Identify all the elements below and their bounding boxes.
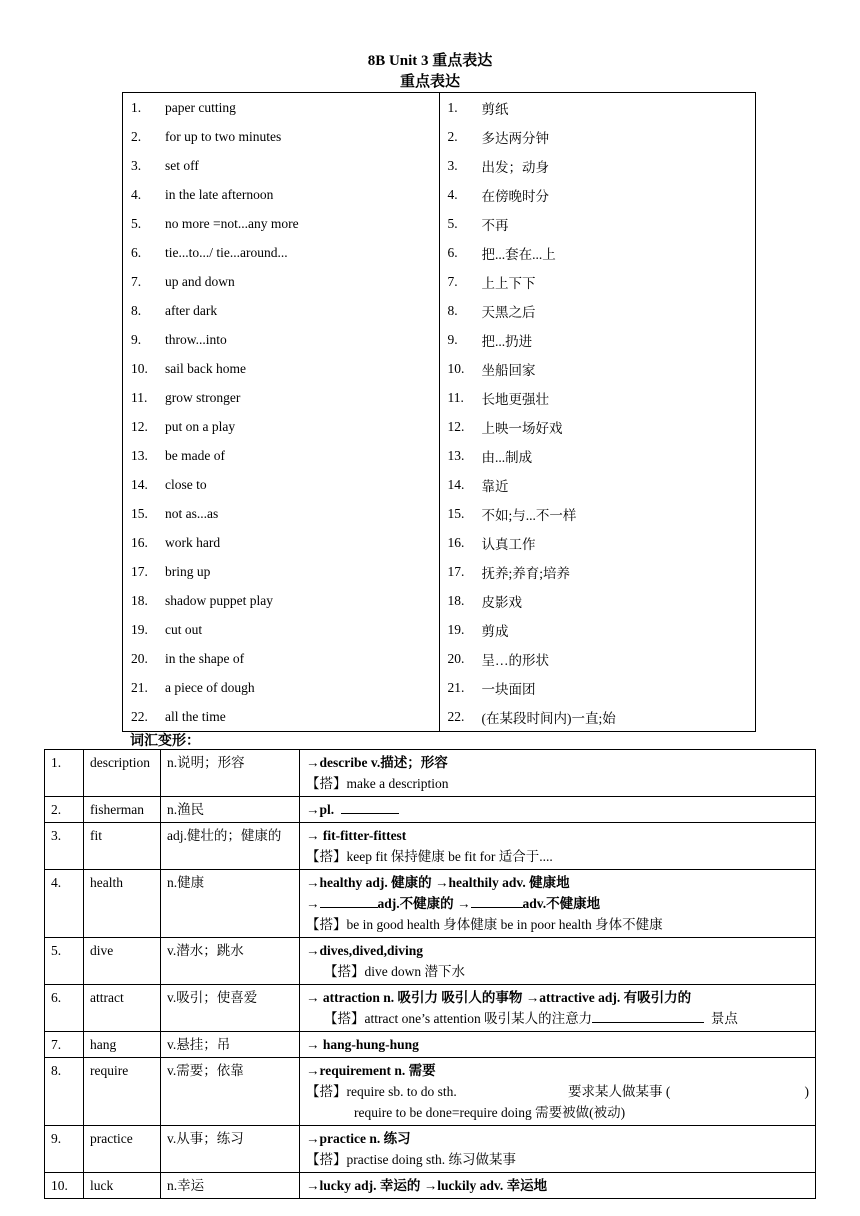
form-line: →describe v.描述；形容 [306,755,448,770]
phrase-number: 8. [131,302,142,318]
vocab-word: luck [84,1173,161,1199]
form-line: → attraction n. 吸引力 吸引人的事物 →attractive adj. 有吸引力的 [306,990,692,1005]
phrase-english [123,267,439,296]
vocab-row [45,1032,816,1058]
phrase-english [123,151,439,180]
vocab-row [45,823,816,870]
phrase-text: 抚养;养育;培养 [481,565,571,581]
phrase-text: 坐船回家 [481,362,536,378]
phrase-text: paper cutting [165,99,236,115]
phrase-text: 不再 [481,217,509,233]
phrase-text: 剪纸 [481,101,509,117]
collocation-text: ) [804,1084,809,1099]
phrase-english [123,209,439,238]
section-title: 重点表达 [399,74,460,90]
form-line: →practice n. 练习 [306,1131,411,1146]
phrase-chinese [440,412,756,441]
phrase-english [123,354,439,383]
phrase-english [123,644,439,673]
phrase-number: 14. [131,476,148,492]
phrase-text: up and down [165,273,235,289]
phrase-text: work hard [165,534,221,550]
row-number: 10. [45,1173,84,1199]
word-forms [300,938,816,985]
collocation-line: 【搭】make a description [306,776,449,791]
vocab-row [45,938,816,985]
part-of-speech: adj.健壮的；健康的 [161,823,300,870]
phrase-number: 5. [131,215,142,231]
phrase-number: 9. [131,331,142,347]
fill-blank[interactable] [471,895,523,908]
collocation-line: 【搭】be in good health 身体健康 be in poor health 身体不健康 [306,917,663,932]
phrase-text: bring up [165,563,211,579]
vocab-row [45,1126,816,1173]
phrase-table [122,92,756,732]
collocation-line: 【搭】keep fit 保持健康 be fit for 适合于.... [306,849,553,864]
phrase-english [123,412,439,441]
phrase-text: 认真工作 [481,536,536,552]
phrase-chinese [440,151,756,180]
phrase-text: tie...to.../ tie...around... [165,244,288,260]
vocab-row [45,870,816,938]
phrase-chinese [440,93,756,122]
word-forms [300,823,816,870]
phrase-number: 15. [131,505,148,521]
form-text: adj.不健康的 → [377,896,471,911]
phrase-english [123,702,439,731]
phrase-chinese [440,122,756,151]
phrase-text: 把...扔进 [481,333,533,349]
phrase-english [123,122,439,151]
part-of-speech: v.从事；练习 [161,1126,300,1173]
form-text: adv.不健康地 [522,896,601,911]
vocab-row [45,797,816,823]
phrase-english [123,557,439,586]
phrase-english [123,93,439,122]
phrase-number: 1. [131,99,142,115]
phrase-text: 由...制成 [481,449,533,465]
phrase-text: a piece of dough [165,679,255,695]
phrase-text: no more =not...any more [165,215,299,231]
form-line: → fit-fitter-fittest [306,828,407,843]
phrase-number: 2. [131,128,142,144]
vocab-row [45,750,816,797]
phrase-text: close to [165,476,207,492]
phrase-number: 19. [131,621,148,637]
phrase-chinese [440,586,756,615]
phrase-chinese [440,499,756,528]
row-number: 8. [45,1058,84,1126]
phrase-number: 15. [447,505,465,521]
phrase-text: in the shape of [165,650,245,666]
part-of-speech: n.幸运 [161,1173,300,1199]
phrase-number: 22. [131,708,148,724]
phrase-number: 21. [447,679,465,695]
word-forms [300,1032,816,1058]
phrase-number: 11. [447,389,464,405]
phrase-number: 6. [447,244,458,260]
row-number: 5. [45,938,84,985]
row-number: 6. [45,985,84,1032]
phrase-text: sail back home [165,360,246,376]
phrase-text: 多达两分钟 [481,130,549,146]
phrase-number: 12. [131,418,148,434]
phrase-number: 10. [131,360,148,376]
phrase-chinese [440,528,756,557]
phrase-number: 18. [131,592,148,608]
phrase-number: 11. [131,389,148,405]
phrase-number: 4. [447,186,458,202]
document-title: 8B Unit 3 重点表达 [367,53,493,69]
phrase-chinese [440,673,756,702]
phrase-text: grow stronger [165,389,241,405]
vocab-word: attract [84,985,161,1032]
phrase-english [123,615,439,644]
phrase-chinese [440,702,756,731]
phrase-text: not as...as [165,505,219,521]
phrase-chinese [440,354,756,383]
row-number: 9. [45,1126,84,1173]
phrase-chinese [440,180,756,209]
phrase-number: 3. [131,157,142,173]
vocab-word: practice [84,1126,161,1173]
collocation-text: 【搭】attract one’s attention 吸引某人的注意力 [324,1011,593,1026]
collocation-text: 【搭】require sb. to do sth. [306,1084,457,1099]
collocation-text: 景点 [710,1011,738,1026]
phrase-english [123,499,439,528]
phrase-text: 靠近 [481,478,509,494]
phrase-chinese [440,209,756,238]
form-line: →requirement n. 需要 [306,1063,436,1078]
part-of-speech: n.渔民 [161,797,300,823]
phrase-text: all the time [165,708,226,724]
word-forms [300,1173,816,1199]
phrase-text: 在傍晚时分 [481,188,549,204]
phrase-number: 17. [447,563,465,579]
word-forms [300,1058,816,1126]
phrase-number: 7. [447,273,458,289]
phrase-chinese [440,441,756,470]
phrase-text: (在某段时间内)一直;始 [481,710,616,726]
phrase-text: 呈…的形状 [481,652,549,668]
phrase-number: 14. [447,476,465,492]
phrase-number: 19. [447,621,465,637]
phrase-number: 17. [131,563,148,579]
phrase-text: cut out [165,621,203,637]
phrase-number: 1. [447,99,458,115]
phrase-text: 皮影戏 [481,594,522,610]
word-forms [300,985,816,1032]
vocab-word: require [84,1058,161,1126]
word-forms [300,797,816,823]
phrase-number: 18. [447,592,465,608]
part-of-speech: v.吸引；使喜爱 [161,985,300,1032]
phrase-english [123,238,439,267]
phrase-number: 20. [447,650,465,666]
phrase-text: after dark [165,302,218,318]
row-number: 7. [45,1032,84,1058]
row-number: 2. [45,797,84,823]
phrase-english [123,673,439,702]
phrase-chinese [440,557,756,586]
phrase-chinese [440,644,756,673]
vocab-word: hang [84,1032,161,1058]
form-line: →lucky adj. 幸运的 →luckily adv. 幸运地 [306,1178,548,1193]
vocab-word: description [84,750,161,797]
phrase-text: 出发；动身 [481,159,549,175]
word-forms [300,1126,816,1173]
phrase-text: 上上下下 [481,275,536,291]
phrase-text: for up to two minutes [165,128,282,144]
phrase-number: 12. [447,418,465,434]
phrase-number: 4. [131,186,142,202]
phrase-text: shadow puppet play [165,592,273,608]
vocab-row [45,1173,816,1199]
phrase-number: 20. [131,650,148,666]
fill-blank[interactable] [592,1010,704,1023]
collocation-text: 要求某人做某事 ( [568,1084,671,1099]
phrase-number: 13. [131,447,148,463]
phrase-english [123,528,439,557]
vocab-word: health [84,870,161,938]
phrase-number: 9. [447,331,458,347]
fill-blank[interactable] [341,801,399,814]
phrase-number: 16. [447,534,465,550]
phrase-text: in the late afternoon [165,186,274,202]
phrase-text: throw...into [165,331,227,347]
form-line: →healthy adj. 健康的 →healthily adv. 健康地 [306,875,570,890]
form-line: →pl. [306,802,335,817]
vocab-word: dive [84,938,161,985]
word-forms [300,870,816,938]
phrase-number: 16. [131,534,148,550]
row-number: 4. [45,870,84,938]
vocab-word: fit [84,823,161,870]
form-line: →dives,dived,diving [306,943,424,958]
form-line: → hang-hung-hung [306,1037,419,1052]
phrase-number: 2. [447,128,458,144]
phrase-number: 22. [447,708,465,724]
vocab-section-label: 词汇变形： [130,734,200,749]
collocation-line: 【搭】dive down 潜下水 [324,964,465,979]
vocab-word: fisherman [84,797,161,823]
phrase-english [123,441,439,470]
phrase-number: 7. [131,273,142,289]
phrase-text: put on a play [165,418,236,434]
phrase-text: 剪成 [481,623,509,639]
phrase-text: 天黑之后 [481,304,536,320]
phrase-number: 13. [447,447,465,463]
phrase-chinese [440,383,756,412]
part-of-speech: n.说明；形容 [161,750,300,797]
phrase-text: be made of [165,447,225,463]
part-of-speech: v.悬挂；吊 [161,1032,300,1058]
phrase-english [123,586,439,615]
english-column [123,93,440,732]
phrase-english [123,325,439,354]
row-number: 1. [45,750,84,797]
phrase-number: 6. [131,244,142,260]
phrase-text: 不如;与...不一样 [481,507,577,523]
collocation-line: 【搭】practise doing sth. 练习做某事 [306,1152,516,1167]
phrase-text: 一块面团 [481,681,536,697]
phrase-text: 把...套在...上 [481,246,556,262]
vocab-table [44,749,816,1199]
phrase-chinese [440,296,756,325]
word-forms [300,750,816,797]
phrase-english [123,296,439,325]
phrase-number: 10. [447,360,465,376]
collocation-line: require to be done=require doing 需要被做(被动) [354,1105,626,1120]
phrase-text: 上映一场好戏 [481,420,563,436]
phrase-text: 长地更强壮 [481,391,549,407]
vocab-row [45,1058,816,1126]
phrase-chinese [440,267,756,296]
phrase-text: set off [165,157,199,173]
phrase-english [123,180,439,209]
chinese-column [439,93,756,732]
part-of-speech: n.健康 [161,870,300,938]
part-of-speech: v.需要；依靠 [161,1058,300,1126]
phrase-chinese [440,470,756,499]
phrase-english [123,383,439,412]
phrase-number: 3. [447,157,458,173]
phrase-chinese [440,615,756,644]
arrow-text: → [306,896,320,911]
part-of-speech: v.潜水；跳水 [161,938,300,985]
phrase-number: 5. [447,215,458,231]
fill-blank[interactable] [320,895,378,908]
phrase-number: 21. [131,679,148,695]
phrase-number: 8. [447,302,458,318]
phrase-chinese [440,238,756,267]
phrase-english [123,470,439,499]
row-number: 3. [45,823,84,870]
phrase-chinese [440,325,756,354]
vocab-row [45,985,816,1032]
